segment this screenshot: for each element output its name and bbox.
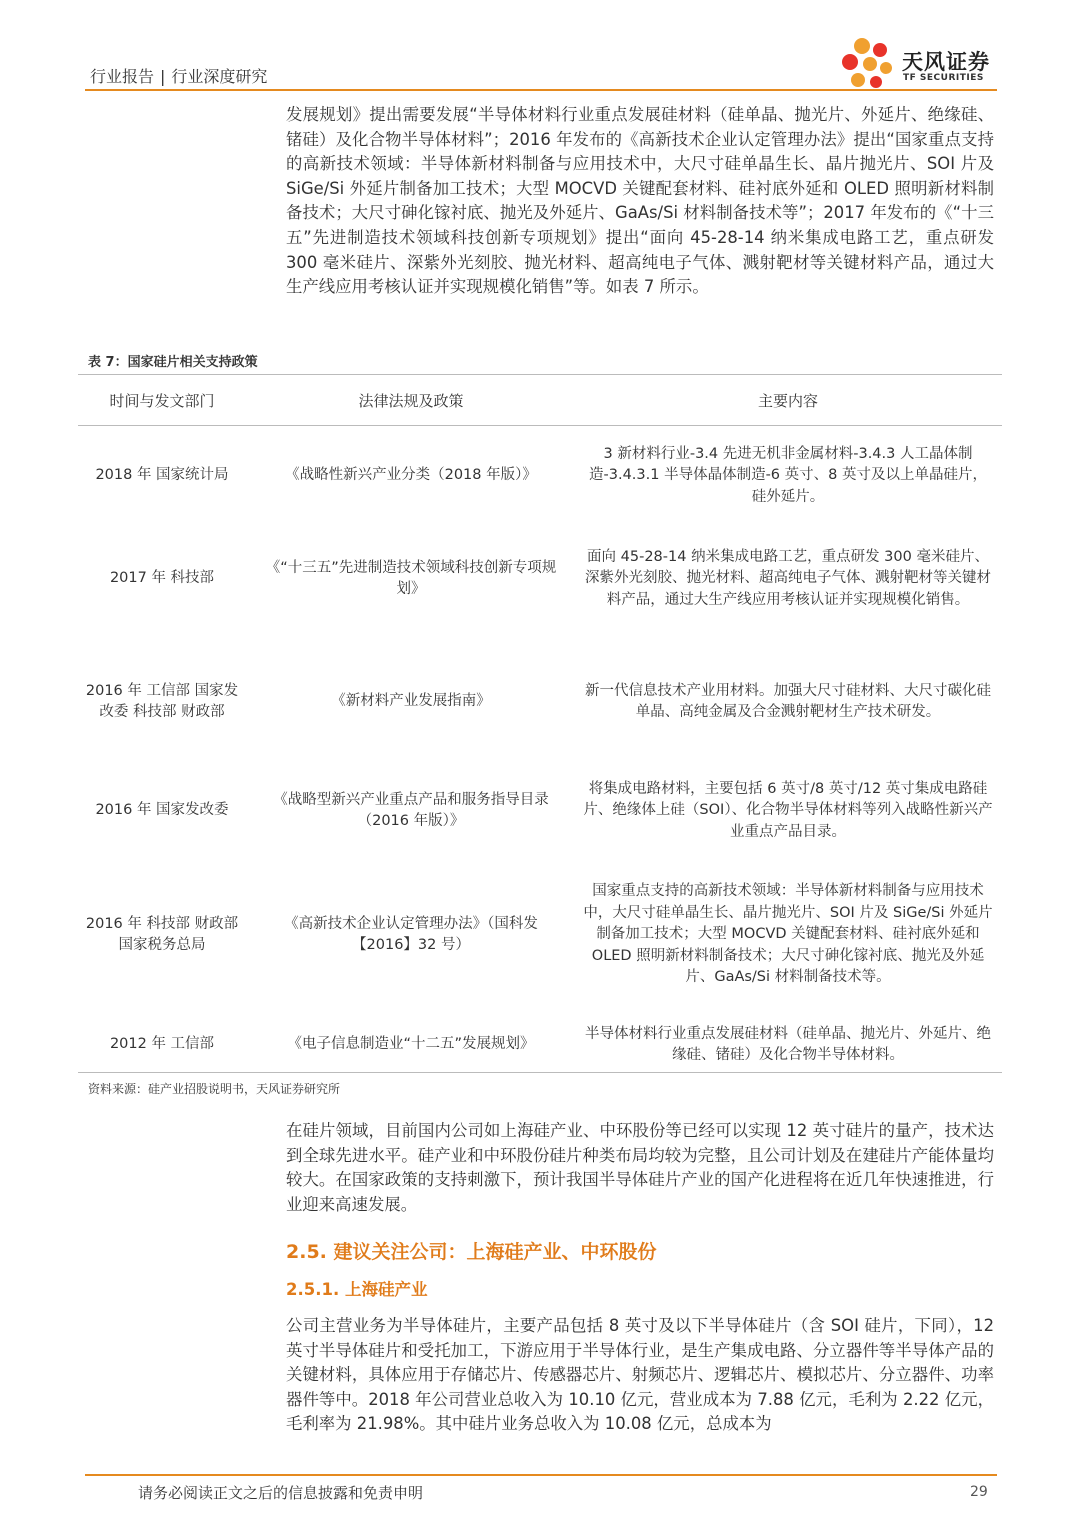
table-source: 资料来源：硅产业招股说明书，天风证券研究所	[88, 1082, 341, 1096]
subsection-heading: 2.5.1. 上海硅产业	[286, 1280, 428, 1299]
report-type	[90, 64, 267, 87]
body-paragraph-2: 在硅片领域，目前国内公司如上海硅产业、中环股份等已经可以实现 12 英寸硅片的量产，技术达到全球先进水平。硅产业和中环股份硅片种类布局均较为完整，且公司计划及在建硅片产能体量均较大。在国家政策的支持刺激下，预计我国半导体硅片产业的国产化进程将在近几年快速推进，行业迎来高速发展。	[286, 1121, 994, 1214]
table-header-content: 主要内容	[757, 392, 818, 410]
section-heading: 2.5. 建议关注公司：上海硅产业、中环股份	[286, 1241, 657, 1263]
table-top-rule	[78, 374, 1002, 375]
footer-disclaimer: 请务必阅读正文之后的信息披露和免责申明	[138, 1484, 424, 1502]
table-caption: 表 7：国家硅片相关支持政策	[88, 355, 258, 370]
table-cell-dept: 2017 年 科技部	[109, 570, 215, 587]
report-subtype-label: 行业深度研究	[171, 67, 268, 86]
table-cell-policy: 《新材料产业发展指南》	[331, 693, 491, 710]
table-cell-dept: 2016 年 工信部 国家发改委 科技部 财政部	[85, 682, 239, 720]
table-cell-policy: 《高新技术企业认定管理办法》（国科发【2016】32 号）	[284, 915, 538, 953]
table-bottom-rule	[78, 1072, 1002, 1073]
table-cell-dept: 2018 年 国家统计局	[95, 467, 229, 484]
table-cell-dept: 2016 年 科技部 财政部 国家税务总局	[85, 915, 239, 953]
table-header-policy: 法律法规及政策	[358, 392, 464, 410]
table-cell-policy: 《战略型新兴产业重点产品和服务指导目录（2016 年版）》	[273, 791, 549, 829]
table-cell-content: 半导体材料行业重点发展硅材料（硅单晶、抛光片、外延片、绝缘硅、锗硅）及化合物半导体材料。	[585, 1025, 991, 1063]
table-cell-policy: 《“十三五”先进制造技术领域科技创新专项规划》	[265, 559, 557, 597]
table-cell-dept: 2012 年 工信部	[109, 1036, 215, 1053]
tf-securities-logo	[840, 36, 1000, 90]
logo-subtext: TF SECURITIES	[903, 73, 984, 83]
header-separator: |	[160, 67, 166, 86]
body-paragraph-3: 公司主营业务为半导体硅片，主要产品包括 8 英寸及以下半导体硅片（含 SOI 硅片，下同），12 英寸半导体硅片和受托加工，下游应用于半导体行业，是生产集成电路、分立器件等半导体产品的关键材料，具体应用于存储芯片、传感器芯片、射频芯片、逻辑芯片、模拟芯片、分立器件、功率器件等中。2018 年公司营业总收入为 10.10 亿元，营业成本为 7.88 亿元，毛利为 2.22 亿元，毛利率为 21.98%。其中硅片业务总收入为 10.08 亿元，总成本为	[286, 1316, 994, 1434]
page-header	[85, 40, 1010, 92]
body-paragraph-1: 发展规划》提出需要发展“半导体材料行业重点发展硅材料（硅单晶、抛光片、外延片、绝缘硅、锗硅）及化合物半导体材料”；2016 年发布的《高新技术企业认定管理办法》提出“国家重点支持的高新技术领域：半导体新材料制备与应用技术中，大尺寸硅单晶生长、晶片抛光片、SOI 片及 SiGe/Si 外延片制备加工技术；大型 MOCVD 关键配套材料、硅衬底外延和 OLED 照明新材料制备技术；大尺寸砷化镓衬底、抛光及外延片、GaAs/Si 材料制备技术等”；2017 年发布的《“十三五”先进制造技术领域科技创新专项规划》提出“面向 45-28-14 纳米集成电路工艺，重点研发 300 毫米硅片、深紫外光刻胶、抛光材料、超高纯电子气体、溅射靶材等关键材料产品，通过大生产线应用考核认证并实现规模化销售”等。如表 7 所示。	[286, 105, 994, 297]
page-number: 29	[970, 1484, 988, 1500]
report-type-label: 行业报告	[90, 67, 155, 86]
table-cell-content: 面向 45-28-14 纳米集成电路工艺，重点研发 300 毫米硅片、深紫外光刻胶、抛光材料、超高纯电子气体、溅射靶材等关键材料产品，通过大生产线应用考核认证并实现规模化销售。	[585, 548, 991, 608]
flower-logo-icon	[840, 36, 898, 90]
table-cell-policy: 《战略性新兴产业分类（2018 年版）》	[285, 467, 537, 484]
table-header-rule	[78, 425, 1002, 426]
table-header-dept: 时间与发文部门	[109, 392, 215, 410]
table-cell-dept: 2016 年 国家发改委	[95, 802, 229, 819]
logo-text: 天风证券	[902, 50, 990, 74]
table-cell-policy: 《电子信息制造业“十二五”发展规划》	[287, 1036, 535, 1053]
table-cell-content: 国家重点支持的高新技术领域：半导体新材料制备与应用技术中，大尺寸硅单晶生长、晶片抛光片、SOI 片及 SiGe/Si 外延片制备加工技术；大型 MOCVD 关键配套材料、硅衬底外延和 OLED 照明新材料制备技术；大尺寸砷化镓衬底、抛光及外延片、GaAs/Si 材料制备技术等。	[583, 883, 993, 986]
table-cell-content: 3 新材料行业-3.4 先进无机非金属材料-3.4.3 人工晶体制造-3.4.3.1 半导体晶体制造-6 英寸、8 英寸及以上单晶硅片，硅外延片。	[589, 445, 987, 505]
table-cell-content: 将集成电路材料，主要包括 6 英寸/8 英寸/12 英寸集成电路硅片、绝缘体上硅（SOI）、化合物半导体材料等列入战略性新兴产业重点产品目录。	[583, 780, 993, 840]
footer-divider	[85, 1474, 997, 1476]
table-cell-content: 新一代信息技术产业用材料。加强大尺寸硅材料、大尺寸碳化硅单晶、高纯金属及合金溅射靶材生产技术研发。	[585, 682, 991, 720]
header-divider	[85, 89, 997, 91]
